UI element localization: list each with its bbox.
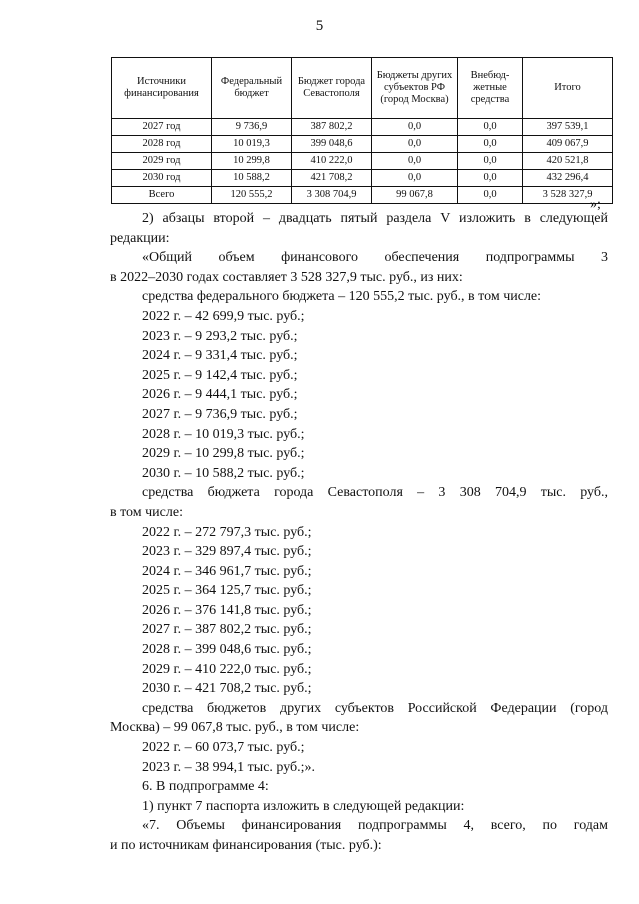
table-cell: 2027 год bbox=[112, 119, 212, 136]
text-line: «Общий объем финансового обеспечения подпрограммы 3 bbox=[142, 250, 608, 266]
table-cell: 432 296,4 bbox=[523, 170, 613, 187]
table-cell: 99 067,8 bbox=[372, 187, 458, 204]
financing-table bbox=[111, 57, 613, 204]
table-cell: 2029 год bbox=[112, 153, 212, 170]
table-cell: 399 048,6 bbox=[292, 136, 372, 153]
text-line: 6. В подпрограмме 4: bbox=[142, 779, 269, 795]
text-line: 2023 г. – 9 293,2 тыс. руб.; bbox=[142, 328, 298, 344]
text-line: средства бюджетов других субъектов Российской Федерации (город bbox=[142, 700, 608, 716]
header-sevastopol-budget: Бюджет города Севастополя bbox=[292, 58, 372, 119]
table-cell: 10 588,2 bbox=[212, 170, 292, 187]
table-cell: 0,0 bbox=[458, 187, 523, 204]
text-line: 2024 г. – 346 961,7 тыс. руб.; bbox=[142, 563, 312, 579]
document-body bbox=[110, 209, 608, 856]
table-cell: 0,0 bbox=[458, 153, 523, 170]
text-line: 2023 г. – 38 994,1 тыс. руб.;». bbox=[142, 759, 316, 775]
text-line: 2030 г. – 10 588,2 тыс. руб.; bbox=[142, 465, 305, 481]
table-cell: 2028 год bbox=[112, 136, 212, 153]
table-cell: 3 528 327,9 bbox=[523, 187, 613, 204]
text-line: 2) абзацы второй – двадцать пятый раздела V изложить в следующей bbox=[142, 211, 608, 226]
table-cell: 387 802,2 bbox=[292, 119, 372, 136]
text-line: 2029 г. – 410 222,0 тыс. руб.; bbox=[142, 661, 312, 677]
text-line: 2025 г. – 9 142,4 тыс. руб.; bbox=[142, 367, 298, 383]
header-extrabudgetary: Внебюд-жетные средства bbox=[458, 58, 523, 119]
text-line: 2022 г. – 42 699,9 тыс. руб.; bbox=[142, 308, 305, 324]
text-line: 2030 г. – 421 708,2 тыс. руб.; bbox=[142, 681, 312, 697]
text-line: 2028 г. – 399 048,6 тыс. руб.; bbox=[142, 642, 312, 658]
text-line: 2024 г. – 9 331,4 тыс. руб.; bbox=[142, 348, 298, 364]
text-line: в том числе: bbox=[110, 504, 183, 520]
text-line: 1) пункт 7 паспорта изложить в следующей редакции: bbox=[142, 798, 465, 814]
header-sources: Источники финансирования bbox=[112, 58, 212, 119]
table-cell: 0,0 bbox=[458, 170, 523, 187]
table-cell: 0,0 bbox=[372, 119, 458, 136]
table-header-row bbox=[112, 58, 613, 119]
text-line: 2025 г. – 364 125,7 тыс. руб.; bbox=[142, 583, 312, 599]
table-cell: 0,0 bbox=[458, 136, 523, 153]
text-line: 2027 г. – 9 736,9 тыс. руб.; bbox=[142, 406, 298, 422]
table-cell: 2030 год bbox=[112, 170, 212, 187]
text-line: 2022 г. – 272 797,3 тыс. руб.; bbox=[142, 524, 312, 540]
text-line: редакции: bbox=[110, 230, 170, 246]
table-cell: 10 019,3 bbox=[212, 136, 292, 153]
table-cell: 410 222,0 bbox=[292, 153, 372, 170]
text-line: 2027 г. – 387 802,2 тыс. руб.; bbox=[142, 622, 312, 638]
text-line: Москва) – 99 067,8 тыс. руб., в том числе: bbox=[110, 720, 360, 736]
text-line: 2026 г. – 9 444,1 тыс. руб.; bbox=[142, 387, 298, 403]
table-cell: 409 067,9 bbox=[523, 136, 613, 153]
table-cell: 3 308 704,9 bbox=[292, 187, 372, 204]
table-cell: Всего bbox=[112, 187, 212, 204]
table-cell: 397 539,1 bbox=[523, 119, 613, 136]
closing-quote: »; bbox=[590, 197, 601, 212]
text-line: 2022 г. – 60 073,7 тыс. руб.; bbox=[142, 740, 305, 756]
table-cell: 0,0 bbox=[372, 153, 458, 170]
text-line: в 2022–2030 годах составляет 3 528 327,9 тыс. руб., из них: bbox=[110, 269, 463, 285]
table-cell: 420 521,8 bbox=[523, 153, 613, 170]
header-other-subjects-budget: Бюджеты других субъектов РФ (город Москва) bbox=[372, 58, 458, 119]
text-line: средства бюджета города Севастополя – 3 308 704,9 тыс. руб., bbox=[142, 485, 608, 501]
table-row bbox=[112, 153, 613, 170]
table-cell: 0,0 bbox=[372, 136, 458, 153]
text-line: «7. Объемы финансирования подпрограммы 4, всего, по годам bbox=[142, 818, 608, 834]
text-line: 2029 г. – 10 299,8 тыс. руб.; bbox=[142, 446, 305, 462]
table-cell: 421 708,2 bbox=[292, 170, 372, 187]
table-row bbox=[112, 136, 613, 153]
text-line: 2028 г. – 10 019,3 тыс. руб.; bbox=[142, 426, 305, 442]
page-number: 5 bbox=[315, 18, 324, 34]
text-line: 2023 г. – 329 897,4 тыс. руб.; bbox=[142, 544, 312, 560]
header-federal-budget: Федеральный бюджет bbox=[212, 58, 292, 119]
text-line: средства федерального бюджета – 120 555,2 тыс. руб., в том числе: bbox=[142, 289, 542, 305]
table-cell: 10 299,8 bbox=[212, 153, 292, 170]
table-cell: 0,0 bbox=[458, 119, 523, 136]
table-row bbox=[112, 187, 613, 204]
text-line: и по источникам финансирования (тыс. руб.): bbox=[110, 838, 382, 853]
table-row bbox=[112, 170, 613, 187]
table-cell: 120 555,2 bbox=[212, 187, 292, 204]
header-total: Итого bbox=[523, 58, 613, 119]
text-line: 2026 г. – 376 141,8 тыс. руб.; bbox=[142, 602, 312, 618]
table-cell: 9 736,9 bbox=[212, 119, 292, 136]
table-cell: 0,0 bbox=[372, 170, 458, 187]
table-row bbox=[112, 119, 613, 136]
